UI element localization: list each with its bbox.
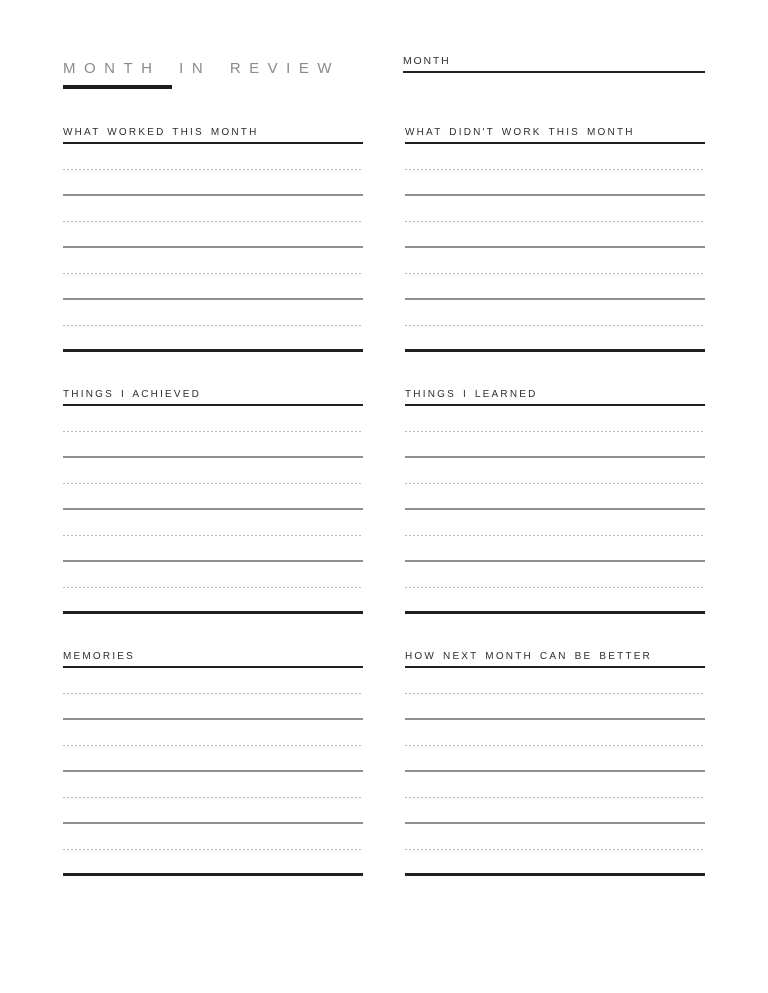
- section-title-underline: [63, 666, 363, 668]
- writing-line-dotted: [405, 535, 705, 536]
- writing-line-solid: [405, 194, 705, 196]
- sections-grid: [63, 126, 705, 876]
- writing-lines: [63, 693, 363, 876]
- writing-line-dotted: [405, 693, 705, 694]
- writing-line-thick: [63, 349, 363, 352]
- writing-line-dotted: [405, 325, 705, 326]
- writing-line-thick: [405, 873, 705, 876]
- section-title-underline: [63, 404, 363, 406]
- month-label: MONTH: [403, 55, 451, 67]
- writing-line-solid: [405, 718, 705, 720]
- section-title-underline: [63, 142, 363, 144]
- section-memories: [63, 650, 363, 876]
- writing-line-dotted: [63, 535, 363, 536]
- writing-line-solid: [63, 822, 363, 824]
- section-title-underline: [405, 142, 705, 144]
- writing-line-solid: [405, 822, 705, 824]
- writing-lines: [405, 693, 705, 876]
- month-input-line: [403, 71, 705, 73]
- writing-line-dotted: [63, 849, 363, 850]
- writing-line-dotted: [405, 849, 705, 850]
- writing-line-solid: [405, 770, 705, 772]
- writing-line-solid: [63, 560, 363, 562]
- section-title: WHAT DIDN'T WORK THIS MONTH: [405, 127, 635, 138]
- section-title: HOW NEXT MONTH CAN BE BETTER: [405, 651, 652, 662]
- section-title-underline: [405, 666, 705, 668]
- writing-line-dotted: [405, 221, 705, 222]
- writing-line-solid: [63, 718, 363, 720]
- section-what-didnt-work: [405, 126, 705, 352]
- writing-line-dotted: [405, 483, 705, 484]
- writing-line-solid: [63, 508, 363, 510]
- writing-line-dotted: [405, 797, 705, 798]
- writing-line-dotted: [63, 483, 363, 484]
- section-title-underline: [405, 404, 705, 406]
- title-underline: [63, 85, 172, 89]
- writing-line-dotted: [405, 431, 705, 432]
- writing-line-solid: [63, 456, 363, 458]
- writing-line-thick: [405, 611, 705, 614]
- writing-line-solid: [405, 298, 705, 300]
- page-title: MONTH IN REVIEW: [63, 60, 340, 77]
- writing-line-dotted: [405, 745, 705, 746]
- writing-line-dotted: [63, 587, 363, 588]
- writing-lines: [405, 169, 705, 352]
- section-things-achieved: [63, 388, 363, 614]
- writing-line-dotted: [63, 431, 363, 432]
- section-title: WHAT WORKED THIS MONTH: [63, 127, 259, 138]
- writing-line-solid: [63, 194, 363, 196]
- month-field: [403, 55, 705, 73]
- writing-line-dotted: [63, 693, 363, 694]
- section-title: THINGS I LEARNED: [405, 389, 538, 400]
- writing-line-solid: [405, 456, 705, 458]
- writing-line-dotted: [63, 745, 363, 746]
- section-what-worked: [63, 126, 363, 352]
- writing-line-thick: [405, 349, 705, 352]
- writing-line-dotted: [63, 273, 363, 274]
- writing-lines: [63, 431, 363, 614]
- writing-line-solid: [63, 770, 363, 772]
- writing-line-dotted: [405, 273, 705, 274]
- writing-line-solid: [63, 298, 363, 300]
- writing-line-dotted: [405, 169, 705, 170]
- section-things-learned: [405, 388, 705, 614]
- writing-line-dotted: [63, 221, 363, 222]
- section-next-month-better: [405, 650, 705, 876]
- writing-line-dotted: [63, 325, 363, 326]
- section-title: MEMORIES: [63, 651, 136, 662]
- writing-line-dotted: [63, 169, 363, 170]
- section-title: THINGS I ACHIEVED: [63, 389, 202, 400]
- writing-lines: [405, 431, 705, 614]
- writing-lines: [63, 169, 363, 352]
- writing-line-thick: [63, 873, 363, 876]
- writing-line-solid: [405, 246, 705, 248]
- writing-line-solid: [405, 508, 705, 510]
- writing-line-solid: [405, 560, 705, 562]
- writing-line-dotted: [63, 797, 363, 798]
- writing-line-dotted: [405, 587, 705, 588]
- writing-line-thick: [63, 611, 363, 614]
- writing-line-solid: [63, 246, 363, 248]
